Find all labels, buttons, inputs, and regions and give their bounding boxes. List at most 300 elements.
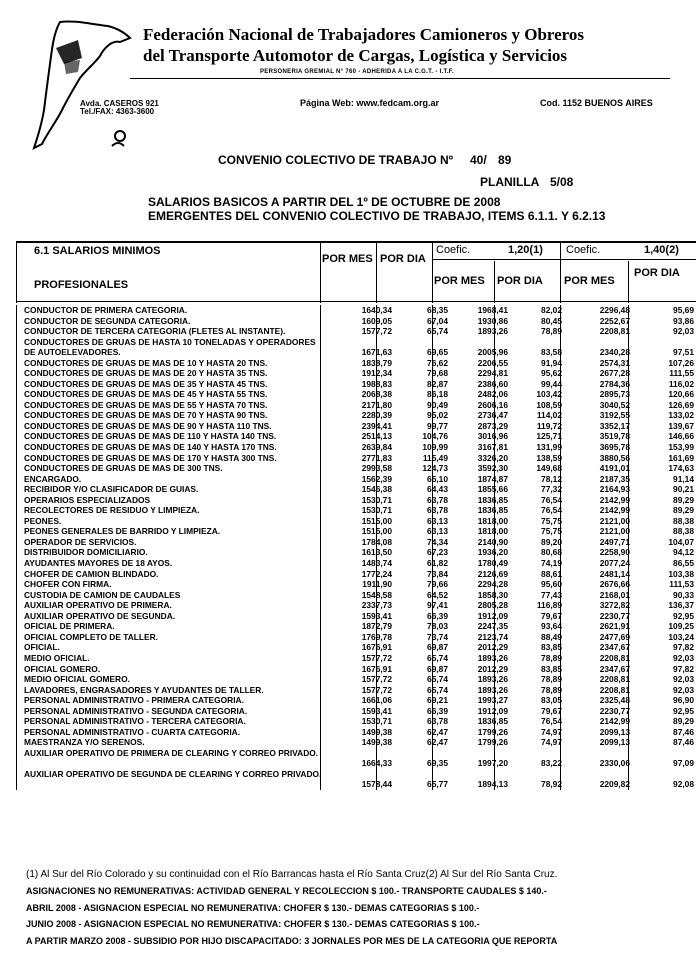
col-por-mes: POR MES — [322, 253, 373, 265]
table-row — [16, 727, 696, 738]
col-por-mes-120: POR MES — [434, 275, 485, 287]
row-por-mes-140: 2258,90 — [599, 547, 630, 558]
row-por-dia-120: 79,67 — [541, 610, 562, 621]
letterhead-divider — [130, 78, 670, 79]
row-por-dia-140: 88,38 — [673, 526, 694, 537]
row-por-mes: 1546,38 — [361, 484, 392, 495]
postal-code: Cod. 1152 BUENOS AIRES — [540, 98, 653, 108]
row-por-mes-140: 3880,56 — [599, 452, 630, 463]
row-por-mes-140: 2784,36 — [599, 378, 630, 389]
row-por-mes: 2993,58 — [361, 463, 392, 474]
row-category-name: CONDUCTORES DE GRUAS DE MAS DE 300 TNS. — [24, 463, 223, 474]
row-por-mes-140: 2187,35 — [599, 473, 630, 484]
phone: Tel./FAX: 4363-3600 — [80, 107, 155, 116]
row-por-mes: 1530,71 — [361, 716, 392, 727]
row-category-name: AUXILIAR OPERATIVO DE PRIMERA DE CLEARING Y CORREO PRIVADO. — [24, 747, 319, 758]
table-row — [16, 737, 696, 748]
table-row — [16, 368, 696, 379]
row-por-dia: 63,78 — [427, 494, 448, 505]
table-row — [16, 621, 696, 632]
row-category-name: PERSONAL ADMINISTRATIVO - CUARTA CATEGORIA. — [24, 726, 241, 737]
row-por-mes-140: 3040,52 — [599, 399, 630, 410]
row-por-dia: 62,47 — [427, 726, 448, 737]
row-por-mes-140: 2347,67 — [599, 642, 630, 653]
personeria-gremial: PERSONERIA GREMIAL N° 760 - ADHERIDA A LA C.G.T. - I.T.F. — [260, 69, 455, 75]
row-category-name: CONDUCTOR DE PRIMERA CATEGORIA. — [24, 305, 188, 315]
row-por-mes-140: 2325,48 — [599, 695, 630, 706]
row-category-name: CONDUCTORES DE GRUAS DE MAS DE 20 Y HASTA 35 TNS. — [24, 368, 268, 379]
row-por-mes-120: 3326,20 — [477, 452, 508, 463]
row-por-mes-120: 3592,30 — [477, 463, 508, 474]
row-por-mes-120: 1893,26 — [477, 674, 508, 685]
row-category-name: ENCARGADO. — [24, 473, 82, 484]
federation-name-line2: del Transporte Automotor de Cargas, Logística y Servicios — [143, 46, 568, 65]
row-category-name: MEDIO OFICIAL GOMERO. — [24, 674, 130, 685]
row-por-mes-120: 2123,74 — [477, 631, 508, 642]
table-row — [16, 706, 696, 717]
planilla-label: PLANILLA — [480, 175, 540, 189]
row-por-dia: 79,68 — [427, 368, 448, 379]
row-por-mes-140: 2142,99 — [599, 716, 630, 727]
address: Avda. CASEROS 921 — [80, 99, 159, 108]
row-por-dia-140: 174,63 — [668, 463, 694, 474]
row-por-mes-120: 1930,86 — [477, 315, 508, 326]
row-por-dia-120: 83,85 — [541, 642, 562, 653]
row-por-dia: 90,49 — [427, 399, 448, 410]
row-por-mes-140: 2208,81 — [599, 684, 630, 695]
table-row — [16, 337, 696, 358]
row-por-dia-120: 89,20 — [541, 536, 562, 547]
row-category-name: PERSONAL ADMINISTRATIVO - TERCERA CATEGORIA. — [24, 716, 246, 727]
row-por-dia-140: 89,29 — [673, 505, 694, 516]
salary-table-body — [16, 305, 696, 790]
row-category-name: AUXILIAR OPERATIVO DE SEGUNDA. — [24, 610, 176, 621]
row-por-dia-140: 161,69 — [668, 452, 694, 463]
table-row — [16, 474, 696, 485]
table-row — [16, 685, 696, 696]
row-por-dia-120: 108,59 — [536, 399, 562, 410]
row-por-dia-140: 103,38 — [668, 568, 694, 579]
row-por-mes: 1593,41 — [361, 610, 392, 621]
row-por-mes-120: 1855,66 — [477, 484, 508, 495]
row-por-mes: 1664,33 — [361, 757, 392, 768]
table-header — [16, 241, 696, 303]
row-por-dia: 95,02 — [427, 410, 448, 421]
row-por-dia-120: 78,89 — [541, 684, 562, 695]
row-por-dia-120: 80,68 — [541, 547, 562, 558]
row-por-dia-120: 78,89 — [541, 326, 562, 337]
row-category-name: CONDUCTORES DE GRUAS DE MAS DE 70 Y HASTA 90 TNS. — [24, 410, 268, 421]
row-por-dia-140: 153,99 — [668, 442, 694, 453]
row-por-dia-140: 92,03 — [673, 326, 694, 337]
row-por-dia-140: 111,53 — [669, 579, 694, 590]
row-por-mes-140: 2895,73 — [599, 389, 630, 400]
row-por-mes-120: 2012,29 — [477, 642, 508, 653]
row-category-name: RECIBIDOR Y/O CLASIFICADOR DE GUIAS. — [24, 484, 199, 495]
table-row — [16, 389, 696, 400]
row-por-dia: 62,47 — [427, 737, 448, 748]
row-por-dia-120: 74,19 — [541, 558, 562, 569]
row-por-dia: 115,49 — [422, 452, 448, 463]
row-por-dia-140: 92,03 — [673, 684, 694, 695]
row-por-mes-120: 1858,30 — [477, 589, 508, 600]
row-por-dia: 73,84 — [427, 568, 448, 579]
row-por-dia-120: 95,62 — [541, 368, 562, 379]
row-category-name: CONDUCTOR DE TERCERA CATEGORIA (FLETES AL INSTANTE). — [24, 326, 286, 337]
row-por-dia-120: 83,85 — [541, 663, 562, 674]
row-category-name: AUXILIAR OPERATIVO DE SEGUNDA DE CLEARING Y CORREO PRIVADO. — [24, 768, 322, 779]
row-por-dia-140: 120,66 — [668, 389, 694, 400]
row-por-dia-140: 103,24 — [668, 631, 694, 642]
row-por-dia-140: 90,33 — [673, 589, 694, 600]
row-category-name: PEONES. — [24, 515, 62, 526]
row-por-dia: 69,35 — [427, 757, 448, 768]
row-por-mes-120: 2012,29 — [477, 663, 508, 674]
row-category-name: OFICIAL GOMERO. — [24, 663, 101, 674]
table-row — [16, 516, 696, 527]
row-category-name: CONDUCTORES DE GRUAS DE MAS DE 170 Y HASTA 300 TNS. — [24, 452, 277, 463]
row-por-mes-140: 3192,55 — [599, 410, 630, 421]
row-por-mes: 1530,71 — [361, 494, 392, 505]
col-por-mes-140: POR MES — [564, 275, 615, 287]
row-category-name: CONDUCTORES DE GRUAS DE MAS DE 45 Y HASTA 55 TNS. — [24, 389, 268, 400]
table-row — [16, 326, 696, 337]
row-por-dia: 74,34 — [427, 536, 448, 547]
row-por-mes-140: 2477,69 — [599, 631, 630, 642]
row-por-mes-140: 2481,14 — [599, 568, 630, 579]
row-por-dia-140: 97,82 — [673, 642, 694, 653]
row-por-dia: 109,99 — [422, 442, 448, 453]
row-por-dia-140: 87,46 — [673, 726, 694, 737]
row-category-name: LAVADORES, ENGRASADORES Y AYUDANTES DE TALLER. — [24, 684, 264, 695]
row-por-dia-120: 103,42 — [536, 389, 562, 400]
row-por-dia: 97,41 — [427, 600, 448, 611]
row-por-dia-120: 119,72 — [536, 420, 562, 431]
row-por-mes: 2394,41 — [361, 420, 392, 431]
row-por-dia-120: 78,12 — [541, 473, 562, 484]
row-por-mes-140: 3272,82 — [599, 600, 630, 611]
row-por-mes-120: 1912,09 — [477, 610, 508, 621]
row-por-mes-120: 2206,55 — [477, 357, 508, 368]
row-por-mes-140: 2497,71 — [599, 536, 630, 547]
note-asignaciones: ASIGNACIONES NO REMUNERATIVAS: ACTIVIDAD GENERAL Y RECOLECCION $ 100.- TRANSPORTE CAUDALES $ 140.- — [26, 886, 547, 896]
row-por-dia: 68,35 — [427, 305, 448, 315]
table-row — [16, 590, 696, 601]
table-row — [16, 358, 696, 369]
footnote-regions: (1) Al Sur del Río Colorado y su continuidad con el Río Barrancas hasta el Río Santa Cruz(2) Al Sur del Río Santa Cruz. — [26, 869, 558, 880]
row-category-name: CONDUCTORES DE GRUAS DE MAS DE 90 Y HASTA 110 TNS. — [24, 420, 272, 431]
row-por-dia-120: 74,97 — [541, 726, 562, 737]
note-marzo-2008: A PARTIR MARZO 2008 - SUBSIDIO POR HIJO DISCAPACITADO: 3 JORNALES POR MES DE LA CATEGORIA QUE REPORTA — [26, 936, 558, 946]
row-por-dia: 86,18 — [427, 389, 448, 400]
row-por-dia: 67,04 — [427, 315, 448, 326]
row-por-mes: 1515,00 — [361, 515, 392, 526]
note-junio-2008: JUNIO 2008 - ASIGNACION ESPECIAL NO REMUNERATIVA: CHOFER $ 130.- DEMAS CATEGORIAS $ 100.- — [26, 919, 480, 929]
row-por-mes-120: 1780,49 — [477, 558, 508, 569]
row-por-dia: 67,23 — [427, 547, 448, 558]
row-por-dia-140: 136,37 — [668, 600, 694, 611]
row-por-dia: 76,62 — [427, 357, 448, 368]
row-por-dia-140: 104,07 — [668, 536, 694, 547]
row-por-mes-140: 2230,77 — [599, 705, 630, 716]
row-por-mes-120: 1893,26 — [477, 326, 508, 337]
row-por-mes-140: 2168,01 — [599, 589, 630, 600]
row-por-dia-120: 78,89 — [541, 674, 562, 685]
row-por-dia-140: 94,12 — [673, 547, 694, 558]
row-por-mes-120: 1836,85 — [477, 716, 508, 727]
table-row — [16, 463, 696, 474]
row-por-mes: 1483,74 — [361, 558, 392, 569]
row-por-dia: 99,77 — [427, 420, 448, 431]
row-por-mes-140: 2209,82 — [599, 778, 630, 789]
row-por-dia-120: 75,75 — [541, 515, 562, 526]
row-category-name: OPERADOR DE SERVICIOS. — [24, 536, 137, 547]
table-row — [16, 632, 696, 643]
row-por-dia: 69,87 — [427, 663, 448, 674]
row-por-mes-140: 3695,78 — [599, 442, 630, 453]
row-por-dia-120: 77,32 — [541, 484, 562, 495]
row-por-mes: 2171,80 — [361, 399, 392, 410]
row-por-dia-120: 74,97 — [541, 737, 562, 748]
table-row — [16, 400, 696, 411]
row-por-mes: 1661,06 — [361, 695, 392, 706]
coef-label-2: Coefic. — [566, 244, 601, 256]
row-category-name: CONDUCTORES DE GRUAS DE MAS DE 35 Y HASTA 45 TNS. — [24, 378, 268, 389]
row-por-dia-120: 80,45 — [541, 315, 562, 326]
row-por-dia-140: 97,82 — [673, 663, 694, 674]
row-por-mes: 2280,39 — [361, 410, 392, 421]
row-por-mes: 1911,90 — [362, 579, 392, 590]
row-category-name: RECOLECTORES DE RESIDUO Y LIMPIEZA. — [24, 505, 200, 516]
row-por-mes: 1577,72 — [361, 684, 392, 695]
row-por-dia: 65,10 — [427, 473, 448, 484]
row-category-name: CONDUCTORES DE GRUAS DE HASTA 10 TONELADAS Y OPERADORES DE AUTOELEVADORES. — [24, 336, 316, 358]
row-por-mes: 2639,84 — [361, 442, 392, 453]
table-row — [16, 379, 696, 390]
table-row — [16, 600, 696, 611]
row-por-dia: 82,87 — [427, 378, 448, 389]
row-por-mes: 1530,71 — [361, 505, 392, 516]
row-por-dia: 63,13 — [427, 526, 448, 537]
row-por-mes-140: 2677,28 — [599, 368, 630, 379]
row-category-name: CONDUCTORES DE GRUAS DE MAS DE 110 Y HASTA 140 TNS. — [24, 431, 277, 442]
table-row — [16, 505, 696, 516]
row-por-dia-120: 83,05 — [541, 695, 562, 706]
row-por-dia-120: 83,58 — [541, 346, 562, 357]
col-por-dia-120: POR DIA — [497, 275, 543, 287]
row-por-mes: 1671,63 — [361, 346, 392, 357]
row-por-mes: 2771,83 — [361, 452, 392, 463]
table-row — [16, 316, 696, 327]
table-row — [16, 558, 696, 569]
row-por-dia-120: 76,54 — [541, 505, 562, 516]
row-category-name: CHOFER CON FIRMA. — [24, 579, 112, 590]
row-por-dia-140: 88,38 — [673, 515, 694, 526]
row-por-mes: 2068,38 — [361, 389, 392, 400]
row-por-dia-140: 95,69 — [673, 305, 694, 315]
row-por-dia: 65,77 — [427, 778, 448, 789]
row-por-dia-140: 92,03 — [673, 652, 694, 663]
row-por-mes-140: 2347,67 — [599, 663, 630, 674]
row-por-mes-120: 2247,35 — [477, 621, 508, 632]
row-por-dia-120: 88,61 — [541, 568, 562, 579]
row-por-mes: 1499,38 — [361, 737, 392, 748]
row-por-dia: 64,43 — [427, 484, 448, 495]
row-category-name: MEDIO OFICIAL. — [24, 652, 90, 663]
website: Página Web: www.fedcam.org.ar — [300, 98, 440, 108]
table-row — [16, 769, 696, 790]
row-por-mes-120: 3167,81 — [477, 442, 508, 453]
row-por-dia: 65,74 — [427, 674, 448, 685]
row-por-mes: 1578,44 — [361, 778, 392, 789]
row-por-dia-140: 107,26 — [668, 357, 694, 368]
table-row — [16, 421, 696, 432]
row-por-mes-120: 2294,81 — [477, 368, 508, 379]
row-por-dia-120: 78,89 — [541, 652, 562, 663]
row-por-mes-140: 2676,66 — [599, 579, 630, 590]
row-por-dia-120: 76,54 — [541, 716, 562, 727]
row-por-mes: 1676,91 — [361, 663, 392, 674]
row-category-name: OFICIAL COMPLETO DE TALLER. — [24, 631, 158, 642]
row-por-dia-120: 75,75 — [541, 526, 562, 537]
row-por-mes-120: 1836,85 — [477, 494, 508, 505]
col-por-dia: POR DIA — [380, 253, 426, 265]
row-category-name: CUSTODIA DE CAMION DE CAUDALES — [24, 589, 181, 600]
row-por-dia-120: 93,64 — [541, 621, 562, 632]
row-por-dia-140: 91,14 — [673, 473, 694, 484]
row-por-mes: 1640,34 — [361, 305, 392, 315]
row-por-mes: 1577,72 — [361, 326, 392, 337]
row-por-mes: 1988,83 — [361, 378, 392, 389]
row-por-dia-120: 138,59 — [536, 452, 562, 463]
row-category-name: CONDUCTORES DE GRUAS DE MAS DE 140 Y HASTA 170 TNS. — [24, 442, 277, 453]
row-por-mes-120: 1818,00 — [477, 526, 508, 537]
row-por-mes: 1562,39 — [361, 473, 392, 484]
row-por-mes-140: 2208,81 — [599, 326, 630, 337]
row-por-dia: 69,87 — [427, 642, 448, 653]
row-por-dia-120: 114,02 — [536, 410, 562, 421]
subtitle-emergentes: EMERGENTES DEL CONVENIO COLECTIVO DE TRABAJO, ITEMS 6.1.1. Y 6.2.13 — [148, 209, 606, 223]
argentina-map-logo — [20, 18, 135, 153]
row-category-name: CONDUCTOR DE SEGUNDA CATEGORIA. — [24, 315, 191, 326]
row-por-mes: 1772,24 — [361, 568, 392, 579]
row-por-mes-140: 2121,00 — [599, 526, 630, 537]
row-por-dia-120: 99,44 — [541, 378, 562, 389]
row-por-mes-120: 2294,28 — [477, 579, 508, 590]
row-por-dia: 65,74 — [427, 326, 448, 337]
row-por-dia-120: 91,94 — [541, 357, 562, 368]
row-por-mes-120: 2140,90 — [477, 536, 508, 547]
row-por-dia-140: 92,08 — [673, 778, 694, 789]
row-category-name: PERSONAL ADMINISTRATIVO - PRIMERA CATEGORIA. — [24, 695, 244, 706]
row-por-dia: 66,39 — [427, 610, 448, 621]
row-por-dia: 124,73 — [422, 463, 448, 474]
row-por-mes: 1872,79 — [361, 621, 392, 632]
row-por-mes-140: 2077,24 — [599, 558, 630, 569]
row-por-mes-140: 2099,13 — [599, 737, 630, 748]
row-por-dia-120: 82,02 — [541, 305, 562, 315]
row-por-dia: 65,74 — [427, 652, 448, 663]
row-por-dia-140: 146,66 — [668, 431, 694, 442]
row-por-dia-140: 89,29 — [673, 494, 694, 505]
row-por-mes: 2337,73 — [361, 600, 392, 611]
row-category-name: CONDUCTORES DE GRUAS DE MAS DE 10 Y HASTA 20 TNS. — [24, 357, 268, 368]
row-por-mes: 1676,91 — [361, 642, 392, 653]
row-por-mes: 1577,72 — [361, 652, 392, 663]
row-por-dia-120: 131,99 — [536, 442, 562, 453]
federation-name-line1: Federación Nacional de Trabajadores Camioneros y Obreros — [143, 25, 585, 44]
table-row — [16, 547, 696, 558]
row-por-mes-140: 2340,28 — [599, 346, 630, 357]
row-por-mes: 1577,72 — [361, 674, 392, 685]
row-por-dia-140: 126,69 — [668, 399, 694, 410]
row-por-dia-140: 97,09 — [673, 757, 694, 768]
table-row — [16, 410, 696, 421]
row-category-name: PERSONAL ADMINISTRATIVO - SEGUNDA CATEGORIA. — [24, 705, 248, 716]
row-por-mes: 1499,38 — [361, 726, 392, 737]
row-category-name: OFICIAL. — [24, 642, 60, 653]
row-por-mes-140: 4191,01 — [599, 463, 630, 474]
note-abril-2008: ABRIL 2008 - ASIGNACION ESPECIAL NO REMUNERATIVA: CHOFER $ 130.- DEMAS CATEGORIAS $ 100.- — [26, 903, 480, 913]
row-por-mes-120: 2873,29 — [477, 420, 508, 431]
row-por-dia-140: 109,25 — [668, 621, 694, 632]
table-row — [16, 537, 696, 548]
row-por-dia: 63,78 — [427, 505, 448, 516]
row-por-mes-120: 2126,69 — [477, 568, 508, 579]
row-por-mes-120: 2386,60 — [477, 378, 508, 389]
row-por-mes: 1548,58 — [361, 589, 392, 600]
row-por-dia-140: 93,86 — [673, 315, 694, 326]
row-por-mes-120: 1874,87 — [477, 473, 508, 484]
section-title: 6.1 SALARIOS MINIMOS — [34, 245, 161, 257]
row-por-mes-120: 1936,20 — [477, 547, 508, 558]
row-por-dia-140: 90,21 — [673, 484, 694, 495]
row-por-mes: 1784,08 — [361, 536, 392, 547]
planilla-number: 5/08 — [550, 175, 574, 189]
row-por-dia-140: 97,51 — [673, 346, 694, 357]
row-category-name: PEONES GENERALES DE BARRIDO Y LIMPIEZA. — [24, 526, 221, 537]
table-row — [16, 653, 696, 664]
row-por-dia-140: 86,55 — [673, 558, 694, 569]
table-row — [16, 579, 696, 590]
row-por-mes-140: 3352,17 — [599, 420, 630, 431]
convenio-year: 89 — [498, 153, 512, 167]
table-row — [16, 484, 696, 495]
row-por-dia-140: 87,46 — [673, 737, 694, 748]
convenio-title: CONVENIO COLECTIVO DE TRABAJO Nº — [218, 153, 454, 167]
row-por-mes: 1838,79 — [361, 357, 392, 368]
row-por-mes-140: 2330,06 — [599, 757, 630, 768]
row-por-mes-140: 3519,78 — [599, 431, 630, 442]
col-por-dia-140: POR DIA — [634, 267, 680, 279]
row-por-dia: 69,21 — [427, 695, 448, 706]
coef-value-2: 1,40(2) — [644, 244, 679, 256]
row-por-dia-140: 92,95 — [673, 610, 694, 621]
table-row — [16, 748, 696, 769]
row-por-mes-120: 1893,26 — [477, 684, 508, 695]
row-por-mes-120: 1818,00 — [477, 515, 508, 526]
row-por-dia-140: 133,02 — [668, 410, 694, 421]
row-por-dia: 63,13 — [427, 515, 448, 526]
row-por-mes-120: 2805,28 — [477, 600, 508, 611]
row-por-dia-120: 88,49 — [541, 631, 562, 642]
row-por-dia-120: 125,71 — [536, 431, 562, 442]
row-por-dia-140: 139,67 — [668, 420, 694, 431]
row-por-dia: 69,65 — [427, 346, 448, 357]
table-row — [16, 664, 696, 675]
row-por-mes-120: 1894,13 — [477, 778, 508, 789]
table-row — [16, 526, 696, 537]
